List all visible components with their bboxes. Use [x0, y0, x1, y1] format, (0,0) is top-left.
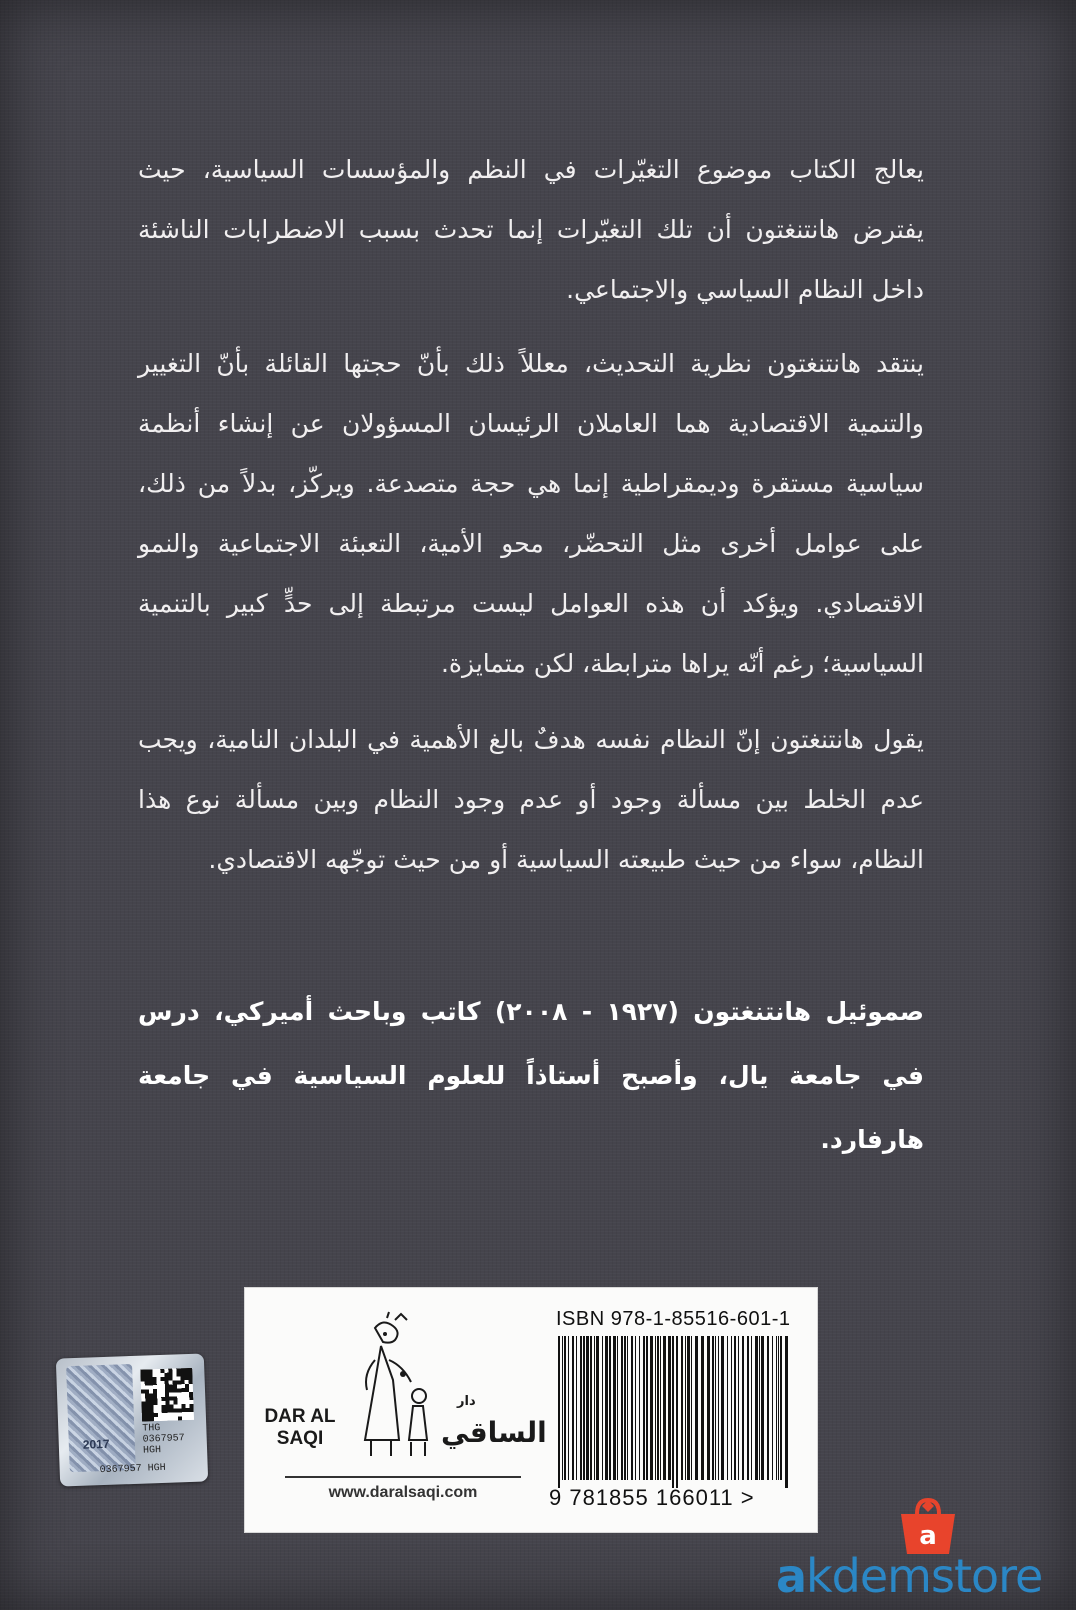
store-watermark-first-letter: a	[776, 1549, 807, 1603]
blurb-paragraph-3: يقول هانتنغتون إنّ النظام نفسه هدفٌ بالغ الأهمية في البلدان النامية، ويجب عدم الخلط بين مسألة وجود أو عدم وجود النظام وبين مسألة نوع هذا النظام، سواء من حيث طبيعته السياسية أو من حيث توجّهه الاقتصادي.	[138, 725, 924, 874]
publisher-logo-illustration	[345, 1310, 445, 1460]
store-watermark-rest: kdemstore	[806, 1549, 1043, 1603]
publisher-website: www.daralsaqi.com	[328, 1484, 478, 1501]
publisher-name-arabic: الساقي	[441, 1416, 547, 1449]
shopping-bag-icon	[895, 1496, 961, 1556]
store-watermark	[776, 1548, 1042, 1604]
hologram-icon	[66, 1364, 136, 1472]
qr-code-icon	[140, 1368, 194, 1422]
sticker-bottom-code: 0367957 HGH	[99, 1462, 166, 1477]
blurb-paragraph-1: يعالج الكتاب موضوع التغيّرات في النظم والمؤسسات السياسية، حيث يفترض هانتنغتون أن تلك التغيّرات إنما تحدث بسبب الاضطرابات الناشئة داخل النظام السياسي والاجتماعي.	[138, 155, 924, 304]
publisher-name-latin: DAR AL SAQI	[264, 1406, 336, 1449]
sticker-code-line-2: 0367957	[142, 1433, 185, 1446]
isbn-digits: 9 781855 166011 >	[549, 1485, 755, 1510]
blurb-paragraph-2: ينتقد هانتنغتون نظرية التحديث، معللاً ذلك بأنّ حجتها القائلة بأنّ التغيير والتنمية الاقتصادية هما العاملان الرئيسان المسؤولان عن إنشاء أنظمة سياسية مستقرة وديمقراطية إنما هي حجة متصدعة. ويركّز، بدلاً من ذلك، على عوامل أخرى مثل التحضّر، محو الأمية، التعبئة الاجتماعية والنمو الاقتصادي. ويؤكد أن هذه العوامل ليست مرتبطة إلى حدٍّ كبير بالتنمية السياسية؛ رغم أنّه يراها مترابطة، لكن متمايزة.	[138, 349, 924, 678]
sticker-code-line-3: HGH	[142, 1445, 162, 1457]
isbn-barcode	[556, 1336, 792, 1488]
hologram-sticker	[56, 1353, 208, 1486]
publisher-name-arabic-prefix: دار	[457, 1394, 476, 1409]
barcode-panel	[244, 1287, 818, 1533]
author-bio: صموئيل هانتنغتون (١٩٢٧ - ٢٠٠٨) كاتب وباحث أميركي، درس في جامعة يال، وأصبح أستاذاً للعلوم السياسية في جامعة هارفارد.	[138, 997, 924, 1154]
sticker-code	[142, 1422, 185, 1456]
sticker-year: 2017	[82, 1436, 110, 1452]
sticker-code-line-1: THG	[142, 1423, 161, 1435]
divider	[285, 1476, 521, 1478]
svg-text:a: a	[919, 1521, 937, 1551]
isbn-label: ISBN 978-1-85516-601-1	[556, 1308, 791, 1330]
